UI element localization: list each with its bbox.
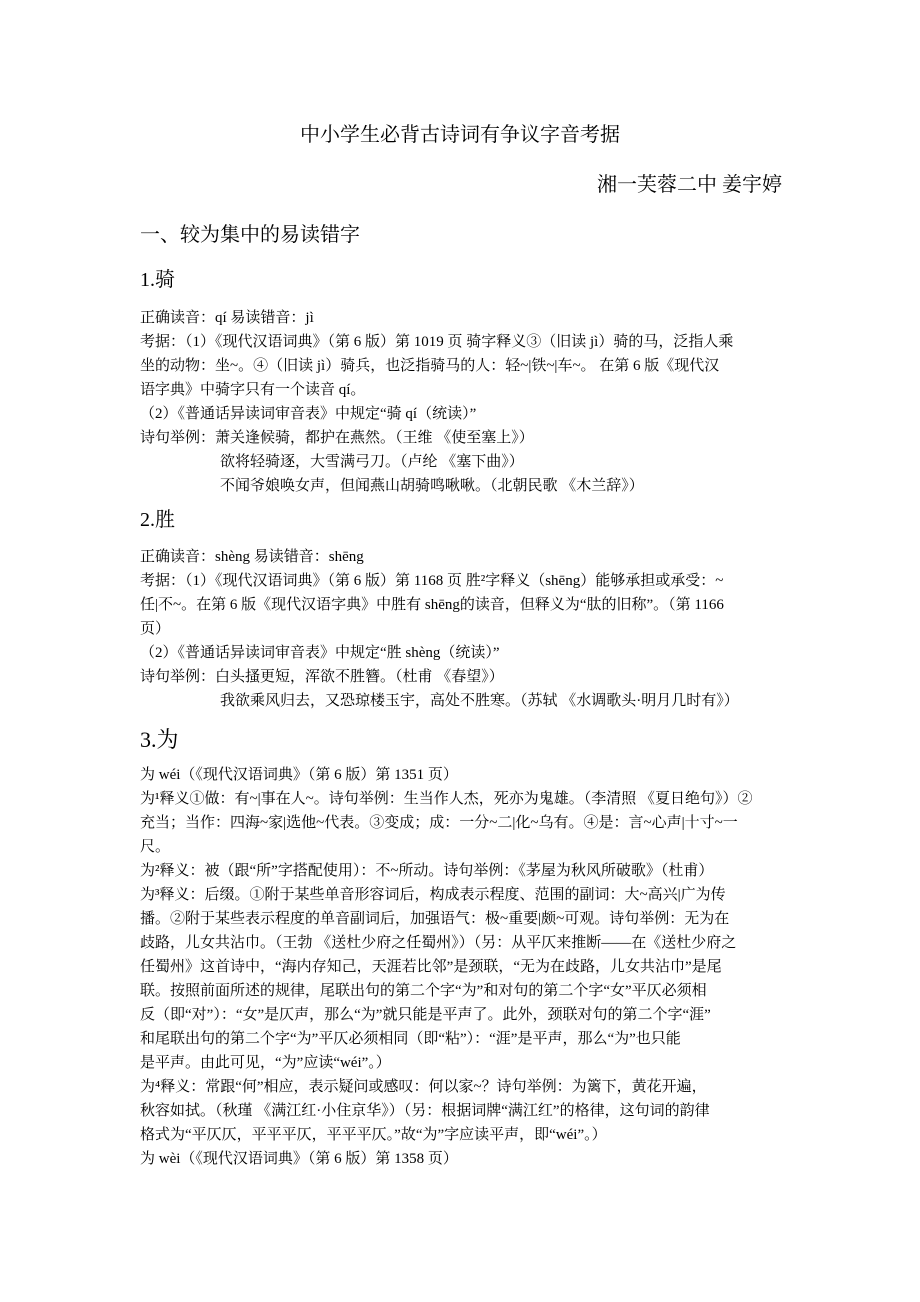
text-line: 正确读音：shèng 易读错音：shēng (140, 549, 364, 565)
section-title: 1.骑 (140, 269, 175, 291)
section-title: 3.为 (140, 727, 179, 752)
text-line: 任蜀州》这首诗中，“海内存知己，天涯若比邻”是颈联，“无为在歧路，儿女共沾巾”是尾 (140, 959, 722, 975)
text-line: 语字典》中骑字只有一个读音 qí。 (140, 382, 366, 398)
text-line: 页） (140, 621, 171, 637)
text-line: 不闻爷娘唤女声，但闻燕山胡骑鸣啾啾。（北朝民歌 《木兰辞》） (220, 478, 644, 494)
author-line: 湘一芙蓉二中 姜宇婷 (597, 174, 782, 196)
section-heading: 一、较为集中的易读错字 (140, 224, 360, 246)
text-line: 为³释义：后缀。①附于某些单音形容词后，构成表示程度、范围的副词：大~高兴|广为传 (140, 887, 726, 903)
text-line: （2）《普通话异读词审音表》中规定“胜 shèng（统读）” (140, 645, 500, 661)
text-line: 为 wéi（《现代汉语词典》（第 6 版）第 1351 页） (140, 767, 458, 783)
text-line: 格式为“平仄仄，平平平仄，平平平仄。”故“为”字应读平声，即“wéi”。） (140, 1127, 607, 1143)
section-3 (140, 728, 800, 1171)
text-line: 我欲乘风归去，又恐琼楼玉宇，高处不胜寒。（苏轼 《水调歌头·明月几时有》） (220, 693, 739, 709)
text-line: 为 wèi（《现代汉语词典》（第 6 版）第 1358 页） (140, 1151, 458, 1167)
text-line: 联。按照前面所述的规律，尾联出句的第二个字“为”和对句的第二个字“女”平仄必须相 (140, 983, 707, 999)
text-line: 秋容如拭。（秋瑾 《满江红·小住京华》）（另：根据词牌“满江红”的格律，这句词的韵律 (140, 1103, 710, 1119)
text-line: 坐的动物：坐~。④（旧读 jì）骑兵，也泛指骑马的人：轻~|铁~|车~。 在第 6 版《现代汉 (140, 358, 720, 374)
text-line: 诗句举例：萧关逢候骑，都护在燕然。（王维 《使至塞上》） (140, 430, 534, 446)
text-line: 为²释义：被（跟“所”字搭配使用）：不~所动。诗句举例：《茅屋为秋风所破歌》（杜甫） (140, 863, 714, 879)
text-line: 和尾联出句的第二个字“为”平仄必须相同（即“粘”）：“涯”是平声，那么“为”也只能 (140, 1031, 681, 1047)
text-line: 为⁴释义：常跟“何”相应，表示疑问或感叹：何以家~？诗句举例：为篱下，黄花开遍， (140, 1079, 707, 1095)
text-line: 歧路，儿女共沾巾。（王勃 《送杜少府之任蜀州》）（另：从平仄来推断——在《送杜少府之 (140, 935, 737, 951)
document-title: 中小学生必背古诗词有争议字音考据 (300, 124, 620, 146)
section-2 (140, 508, 800, 713)
text-line: 播。②附于某些表示程度的单音副词后，加强语气：极~重要|颇~可观。诗句举例：无为在 (140, 911, 730, 927)
text-line: 考据：（1）《现代汉语词典》（第 6 版）第 1019 页 骑字释义③（旧读 jì）骑的马，泛指人乘 (140, 334, 734, 350)
text-line: 是平声。由此可见，“为”应读“wéi”。） (140, 1055, 391, 1071)
text-line: 尺。 (140, 839, 171, 855)
text-line: 考据：（1）《现代汉语词典》（第 6 版）第 1168 页 胜²字释义（shēng）能够承担或承受：~ (140, 573, 724, 589)
text-line: 充当；当作：四海~家|选他~代表。③变成；成：一分~二|化~乌有。④是：言~心声|十寸~一 (140, 815, 738, 831)
section-1 (140, 268, 800, 498)
text-line: 反（即“对”）：“女”是仄声，那么“为”就只能是平声了。此外，颈联对句的第二个字“涯” (140, 1007, 711, 1023)
text-line: 欲将轻骑逐，大雪满弓刀。（卢纶 《塞下曲》） (220, 454, 524, 470)
text-line: （2）《普通话异读词审音表》中规定“骑 qí（统读）” (140, 406, 477, 422)
text-line: 诗句举例：白头搔更短，浑欲不胜簪。（杜甫 《春望》） (140, 669, 504, 685)
text-line: 为¹释义①做：有~|事在人~。诗句举例：生当作人杰，死亦为鬼雄。（李清照 《夏日绝句》）② (140, 791, 753, 807)
text-line: 正确读音：qí 易读错音：jì (140, 310, 314, 326)
text-line: 任|不~。在第 6 版《现代汉语字典》中胜有 shēng的读音，但释义为“肽的旧称”。（第 1166 (140, 597, 724, 613)
section-title: 2.胜 (140, 509, 175, 531)
